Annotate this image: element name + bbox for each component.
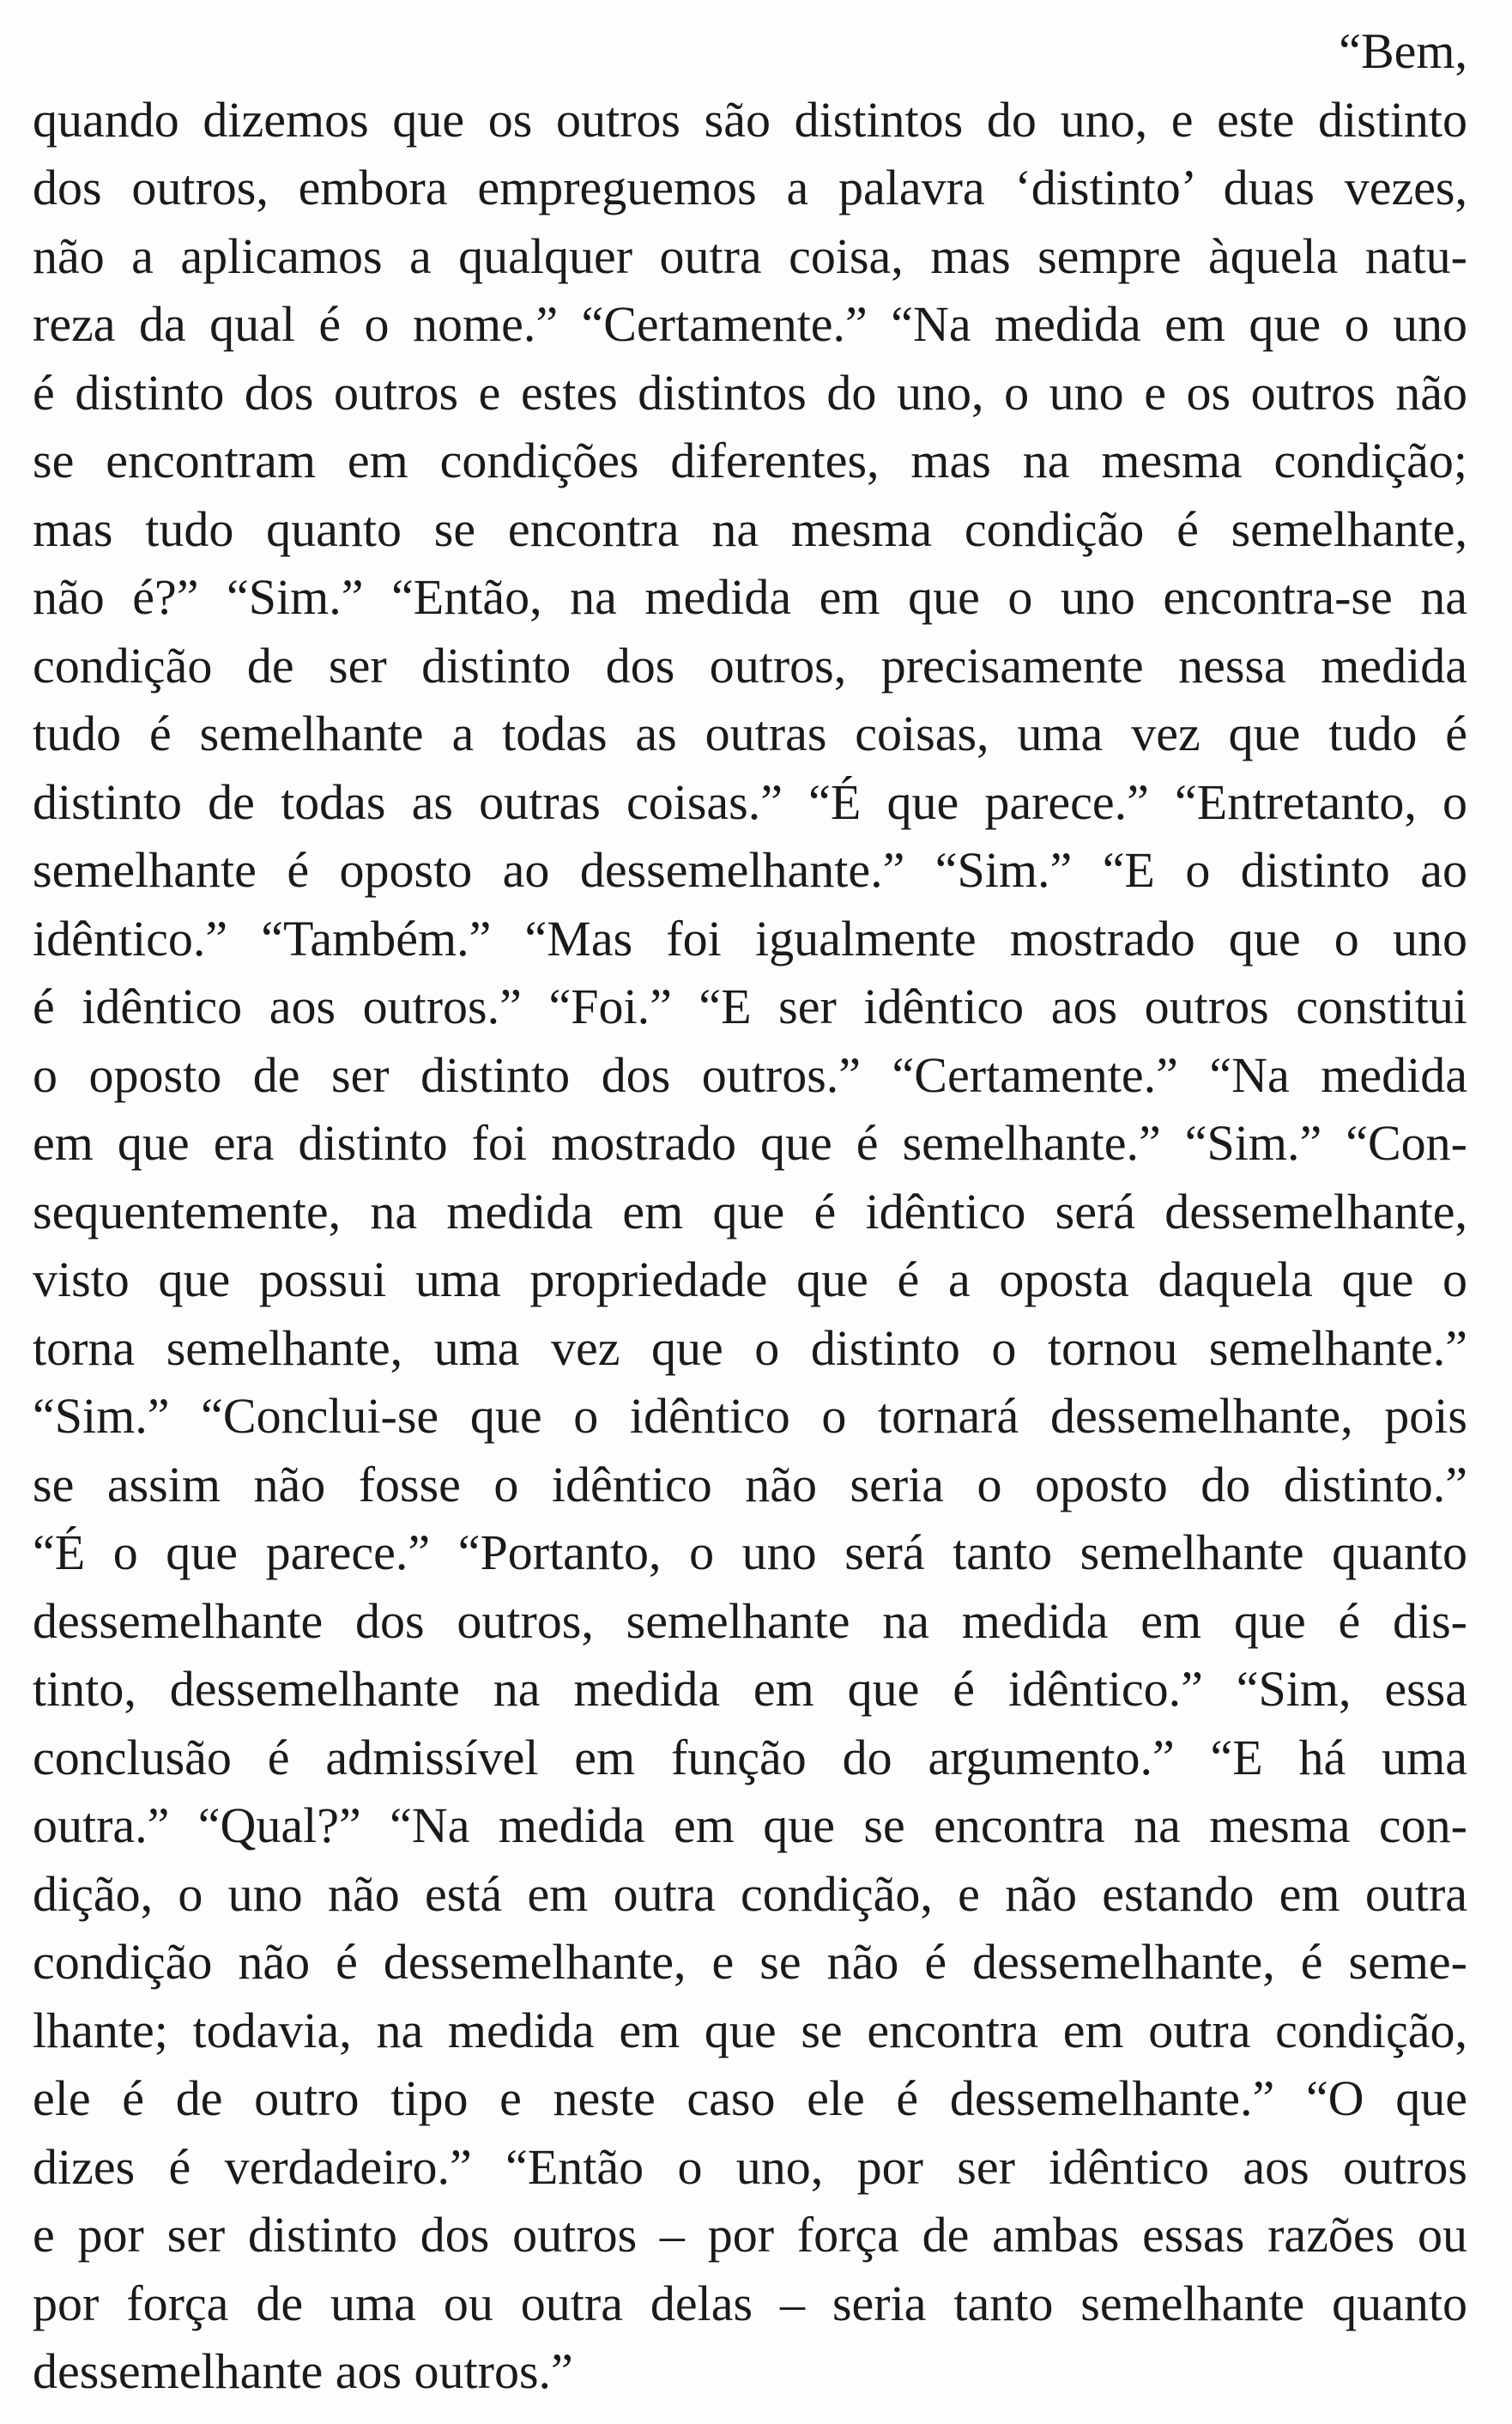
text-line: é idêntico aos outros.” “Foi.” “E ser idêntico aos outros constitui [33,979,1467,1034]
text-line: em que era distinto foi mostrado que é semelhante.” “Sim.” “Con- [33,1115,1467,1171]
text-line: conclusão é admissível em função do argumento.” “E há uma [33,1729,1467,1785]
text-line: dos outros, embora empreguemos a palavra ‘distinto’ duas vezes, [33,160,1467,215]
text-line: tinto, dessemelhante na medida em que é idêntico.” “Sim, essa [33,1661,1467,1717]
text-line: semelhante é oposto ao dessemelhante.” “Sim.” “E o distinto ao [33,842,1467,898]
text-line: distinto de todas as outras coisas.” “É que parece.” “Entretanto, o [33,773,1467,830]
text-line: lhante; todavia, na medida em que se encontra em outra condição, [33,2002,1467,2058]
text-line: se encontram em condições diferentes, mas na mesma condição; [33,433,1467,488]
text-line: e por ser distinto dos outros – por força de ambas essas razões ou [33,2207,1467,2263]
text-line: não a aplicamos a qualquer outra coisa, mas sempre àquela natu- [33,227,1467,284]
text-line: condição de ser distinto dos outros, precisamente nessa medida [33,637,1467,694]
text-line: quando dizemos que os outros são distintos do uno, e este distinto [33,91,1467,148]
text-line: sequentemente, na medida em que é idêntico será dessemelhante, [33,1183,1467,1239]
text-line: reza da qual é o nome.” “Certamente.” “Na medida em que o uno [33,296,1467,352]
text-line: “Bem, [1339,23,1467,79]
text-line: outra.” “Qual?” “Na medida em que se encontra na mesma con- [33,1797,1467,1853]
text-line: por força de uma ou outra delas – seria tanto semelhante quanto [33,2275,1467,2331]
text-line: “É o que parece.” “Portanto, o uno será tanto semelhante quanto [33,1524,1467,1580]
text-line: se assim não fosse o idêntico não seria o oposto do distinto.” [33,1456,1467,1512]
text-line: condição não é dessemelhante, e se não é dessemelhante, é seme- [33,1934,1467,1990]
text-line: visto que possui uma propriedade que é a oposta daquela que o [33,1251,1467,1307]
text-line: o oposto de ser distinto dos outros.” “Certamente.” “Na medida [33,1046,1467,1103]
text-line: não é?” “Sim.” “Então, na medida em que o uno encontra-se na [33,569,1467,625]
text-line: dição, o uno não está em outra condição, e não estando em outra [33,1865,1467,1922]
text-line: “Sim.” “Conclui-se que o idêntico o tornará dessemelhante, pois [33,1388,1467,1444]
text-line: dizes é verdadeiro.” “Então o uno, por ser idêntico aos outros [33,2138,1467,2195]
body-text [33,17,1467,2406]
text-line: tudo é semelhante a todas as outras coisas, uma vez que tudo é [33,706,1467,761]
text-line: torna semelhante, uma vez que o distinto o tornou semelhante.” [33,1319,1467,1376]
text-line: dessemelhante aos outros.” [33,2343,573,2399]
text-line: idêntico.” “Também.” “Mas foi igualmente mostrado que o uno [33,910,1467,967]
text-line: dessemelhante dos outros, semelhante na medida em que é dis- [33,1592,1467,1649]
text-line: é distinto dos outros e estes distintos do uno, o uno e os outros não [33,364,1467,421]
text-line: ele é de outro tipo e neste caso ele é dessemelhante.” “O que [33,2070,1467,2126]
text-line: mas tudo quanto se encontra na mesma condição é semelhante, [33,500,1467,557]
